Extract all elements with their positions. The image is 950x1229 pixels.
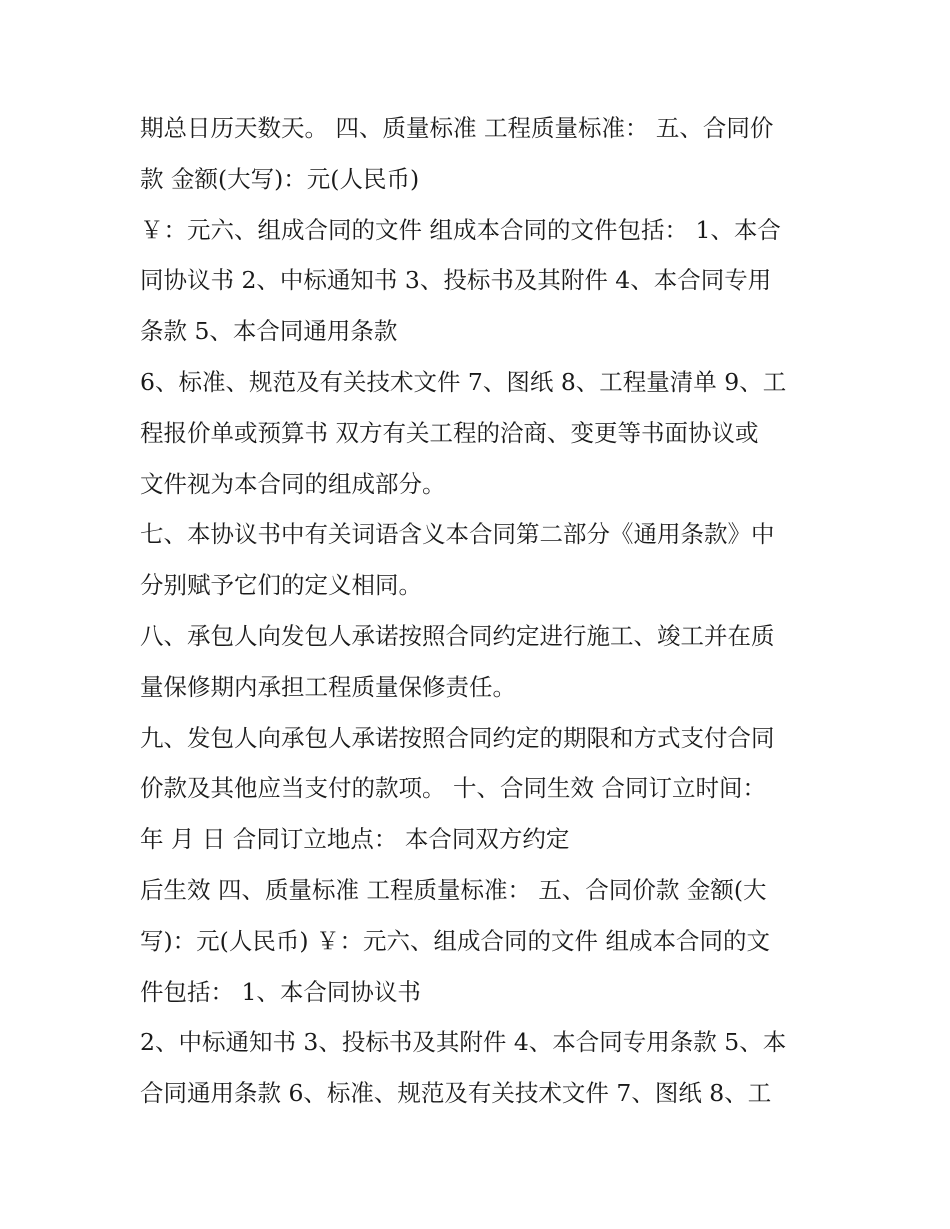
text-line: 量保修期内承担工程质量保修责任。 (140, 672, 516, 701)
text-line: 合同通用条款 6、标准、规范及有关技术文件 7、图纸 8、工 (140, 1079, 772, 1108)
text-line: 写)：元(人民币) ￥：元六、组成合同的文件 组成本合同的文 (140, 926, 770, 955)
text-line: 2、中标通知书 3、投标书及其附件 4、本合同专用条款 5、本 (140, 1028, 787, 1057)
text-line: 同协议书 2、中标通知书 3、投标书及其附件 4、本合同专用 (140, 266, 772, 295)
contract-body-text (140, 103, 820, 1119)
text-line: ￥：元六、组成合同的文件 组成本合同的文件包括： 1、本合 (140, 215, 781, 244)
text-line: 七、本协议书中有关词语含义本合同第二部分《通用条款》中 (140, 520, 775, 549)
text-line: 6、标准、规范及有关技术文件 7、图纸 8、工程量清单 9、工 (140, 367, 787, 396)
text-line: 八、承包人向发包人承诺按照合同约定进行施工、竣工并在质 (140, 621, 775, 650)
text-line: 文件视为本合同的组成部分。 (140, 469, 446, 498)
text-line: 价款及其他应当支付的款项。 十、合同生效 合同订立时间： (140, 774, 766, 803)
text-line: 条款 5、本合同通用条款 (140, 317, 398, 346)
text-line: 程报价单或预算书 双方有关工程的洽商、变更等书面协议或 (140, 418, 759, 447)
text-line: 分别赋予它们的定义相同。 (140, 571, 422, 600)
text-line: 件包括： 1、本合同协议书 (140, 977, 421, 1006)
text-line: 年 月 日 合同订立地点： 本合同双方约定 (140, 825, 570, 854)
text-line: 款 金额(大写)：元(人民币) (140, 164, 420, 193)
text-line: 后生效 四、质量标准 工程质量标准： 五、合同价款 金额(大 (140, 875, 767, 904)
text-line: 期总日历天数天。 四、质量标准 工程质量标准： 五、合同价 (140, 114, 774, 142)
text-line: 九、发包人向承包人承诺按照合同约定的期限和方式支付合同 (140, 723, 775, 752)
